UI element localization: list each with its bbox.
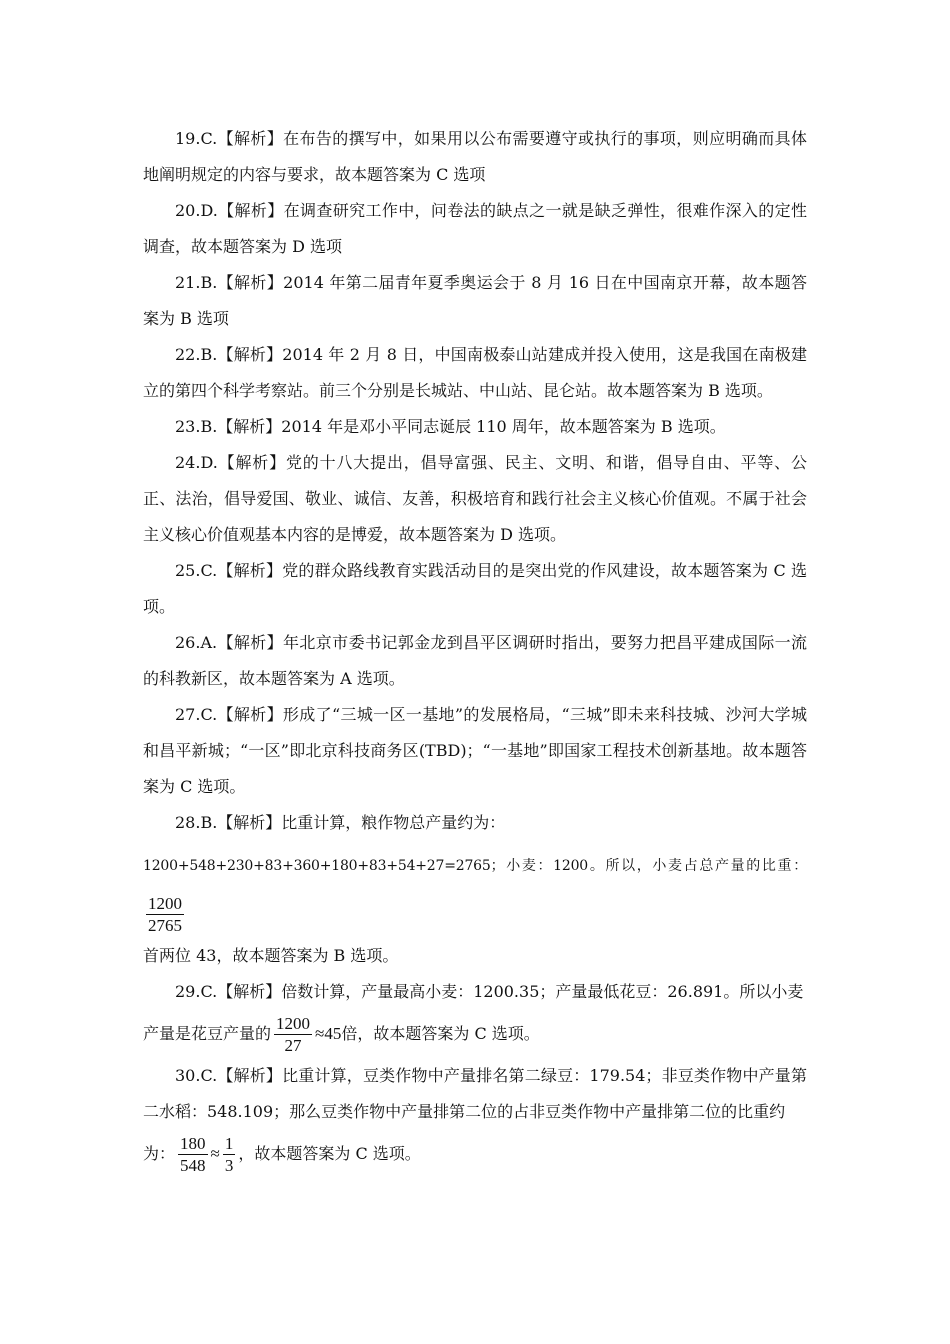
approx-value: ≈45 [315,1024,342,1043]
fraction-denominator: 27 [284,1036,302,1055]
answer-29-post: 倍，故本题答案为 C 选项。 [341,1024,540,1043]
answer-29-line2 [143,1010,807,1058]
fraction-numerator: 1200 [276,1014,311,1033]
answer-30-pre: 为： [143,1144,176,1163]
answer-24: 24.D.【解析】党的十八大提出，倡导富强、民主、文明、和谐，倡导自由、平等、公正、法治，倡导爱国、敬业、诚信、友善，积极培育和践行社会主义核心价值观。不属于社会主义核心价值观基本内容的是博爱，故本题答案为 D 选项。 [143,453,807,544]
answer-30-post: ，故本题答案为 C 选项。 [238,1144,421,1163]
answer-29 [143,974,807,1058]
answer-30 [143,1058,807,1178]
answer-29-pre: 产量是花豆产量的 [143,1024,272,1043]
approx-sign: ≈ [210,1144,220,1163]
answer-25: 25.C.【解析】党的群众路线教育实践活动目的是突出党的作风建设，故本题答案为 C 选项。 [143,561,807,616]
answer-20: 20.D.【解析】在调查研究工作中，问卷法的缺点之一就是缺乏弹性，很难作深入的定性调查，故本题答案为 D 选项 [143,201,807,256]
answer-28-line1: 28.B.【解析】比重计算，粮作物总产量约为： [175,813,506,832]
answer-23: 23.B.【解析】2014 年是邓小平同志诞辰 110 周年，故本题答案为 B 选项。 [175,417,726,436]
fraction-numerator: 1 [224,1134,234,1153]
answer-19: 19.C.【解析】在布告的撰写中，如果用以公布需要遵守或执行的事项，则应明确而具体地阐明规定的内容与要求，故本题答案为 C 选项 [143,129,807,184]
answer-explanations [143,121,807,1178]
wheat-ratio-fraction [146,894,184,935]
one-third-fraction [223,1134,236,1175]
fraction-denominator: 548 [180,1156,206,1175]
answer-29-line1: 29.C.【解析】倍数计算，产量最高小麦：1200.35；产量最低花豆：26.891。所以小麦 [175,982,804,1001]
fraction-denominator: 3 [224,1156,234,1175]
answer-30-line2 [143,1130,807,1178]
answer-28-sum: 1200+548+230+83+360+180+83+54+27=2765；小麦：1200。所以，小麦占总产量的比重： [143,858,807,874]
answer-28-line2 [143,841,807,938]
fraction-denominator: 2765 [148,916,182,935]
answer-28-line3: 首两位 43，故本题答案为 B 选项。 [143,946,399,965]
answer-26: 26.A.【解析】年北京市委书记郭金龙到昌平区调研时指出，要努力把昌平建成国际一流的科教新区，故本题答案为 A 选项。 [143,633,807,688]
answer-30-line1: 30.C.【解析】比重计算，豆类作物中产量排名第二绿豆：179.54；非豆类作物中产量第二水稻：548.109；那么豆类作物中产量排第二位的占非豆类作物中产量排第二位的比重约 [143,1066,807,1121]
multiple-fraction [274,1014,312,1055]
fraction-numerator: 180 [180,1134,206,1153]
answer-22: 22.B.【解析】2014 年 2 月 8 日，中国南极泰山站建成并投入使用，这是我国在南极建立的第四个科学考察站。前三个分别是长城站、中山站、昆仑站。故本题答案为 B 选项。 [143,345,807,400]
fraction-numerator: 1200 [148,894,182,913]
answer-21: 21.B.【解析】2014 年第二届青年夏季奥运会于 8 月 16 日在中国南京开幕，故本题答案为 B 选项 [143,273,807,328]
answer-28 [143,805,807,974]
ratio-fraction [178,1134,208,1175]
answer-27: 27.C.【解析】形成了“三城一区一基地”的发展格局，“三城”即未来科技城、沙河大学城和昌平新城；“一区”即北京科技商务区(TBD)；“一基地”即国家工程技术创新基地。故本题答案为 C 选项。 [143,705,807,796]
